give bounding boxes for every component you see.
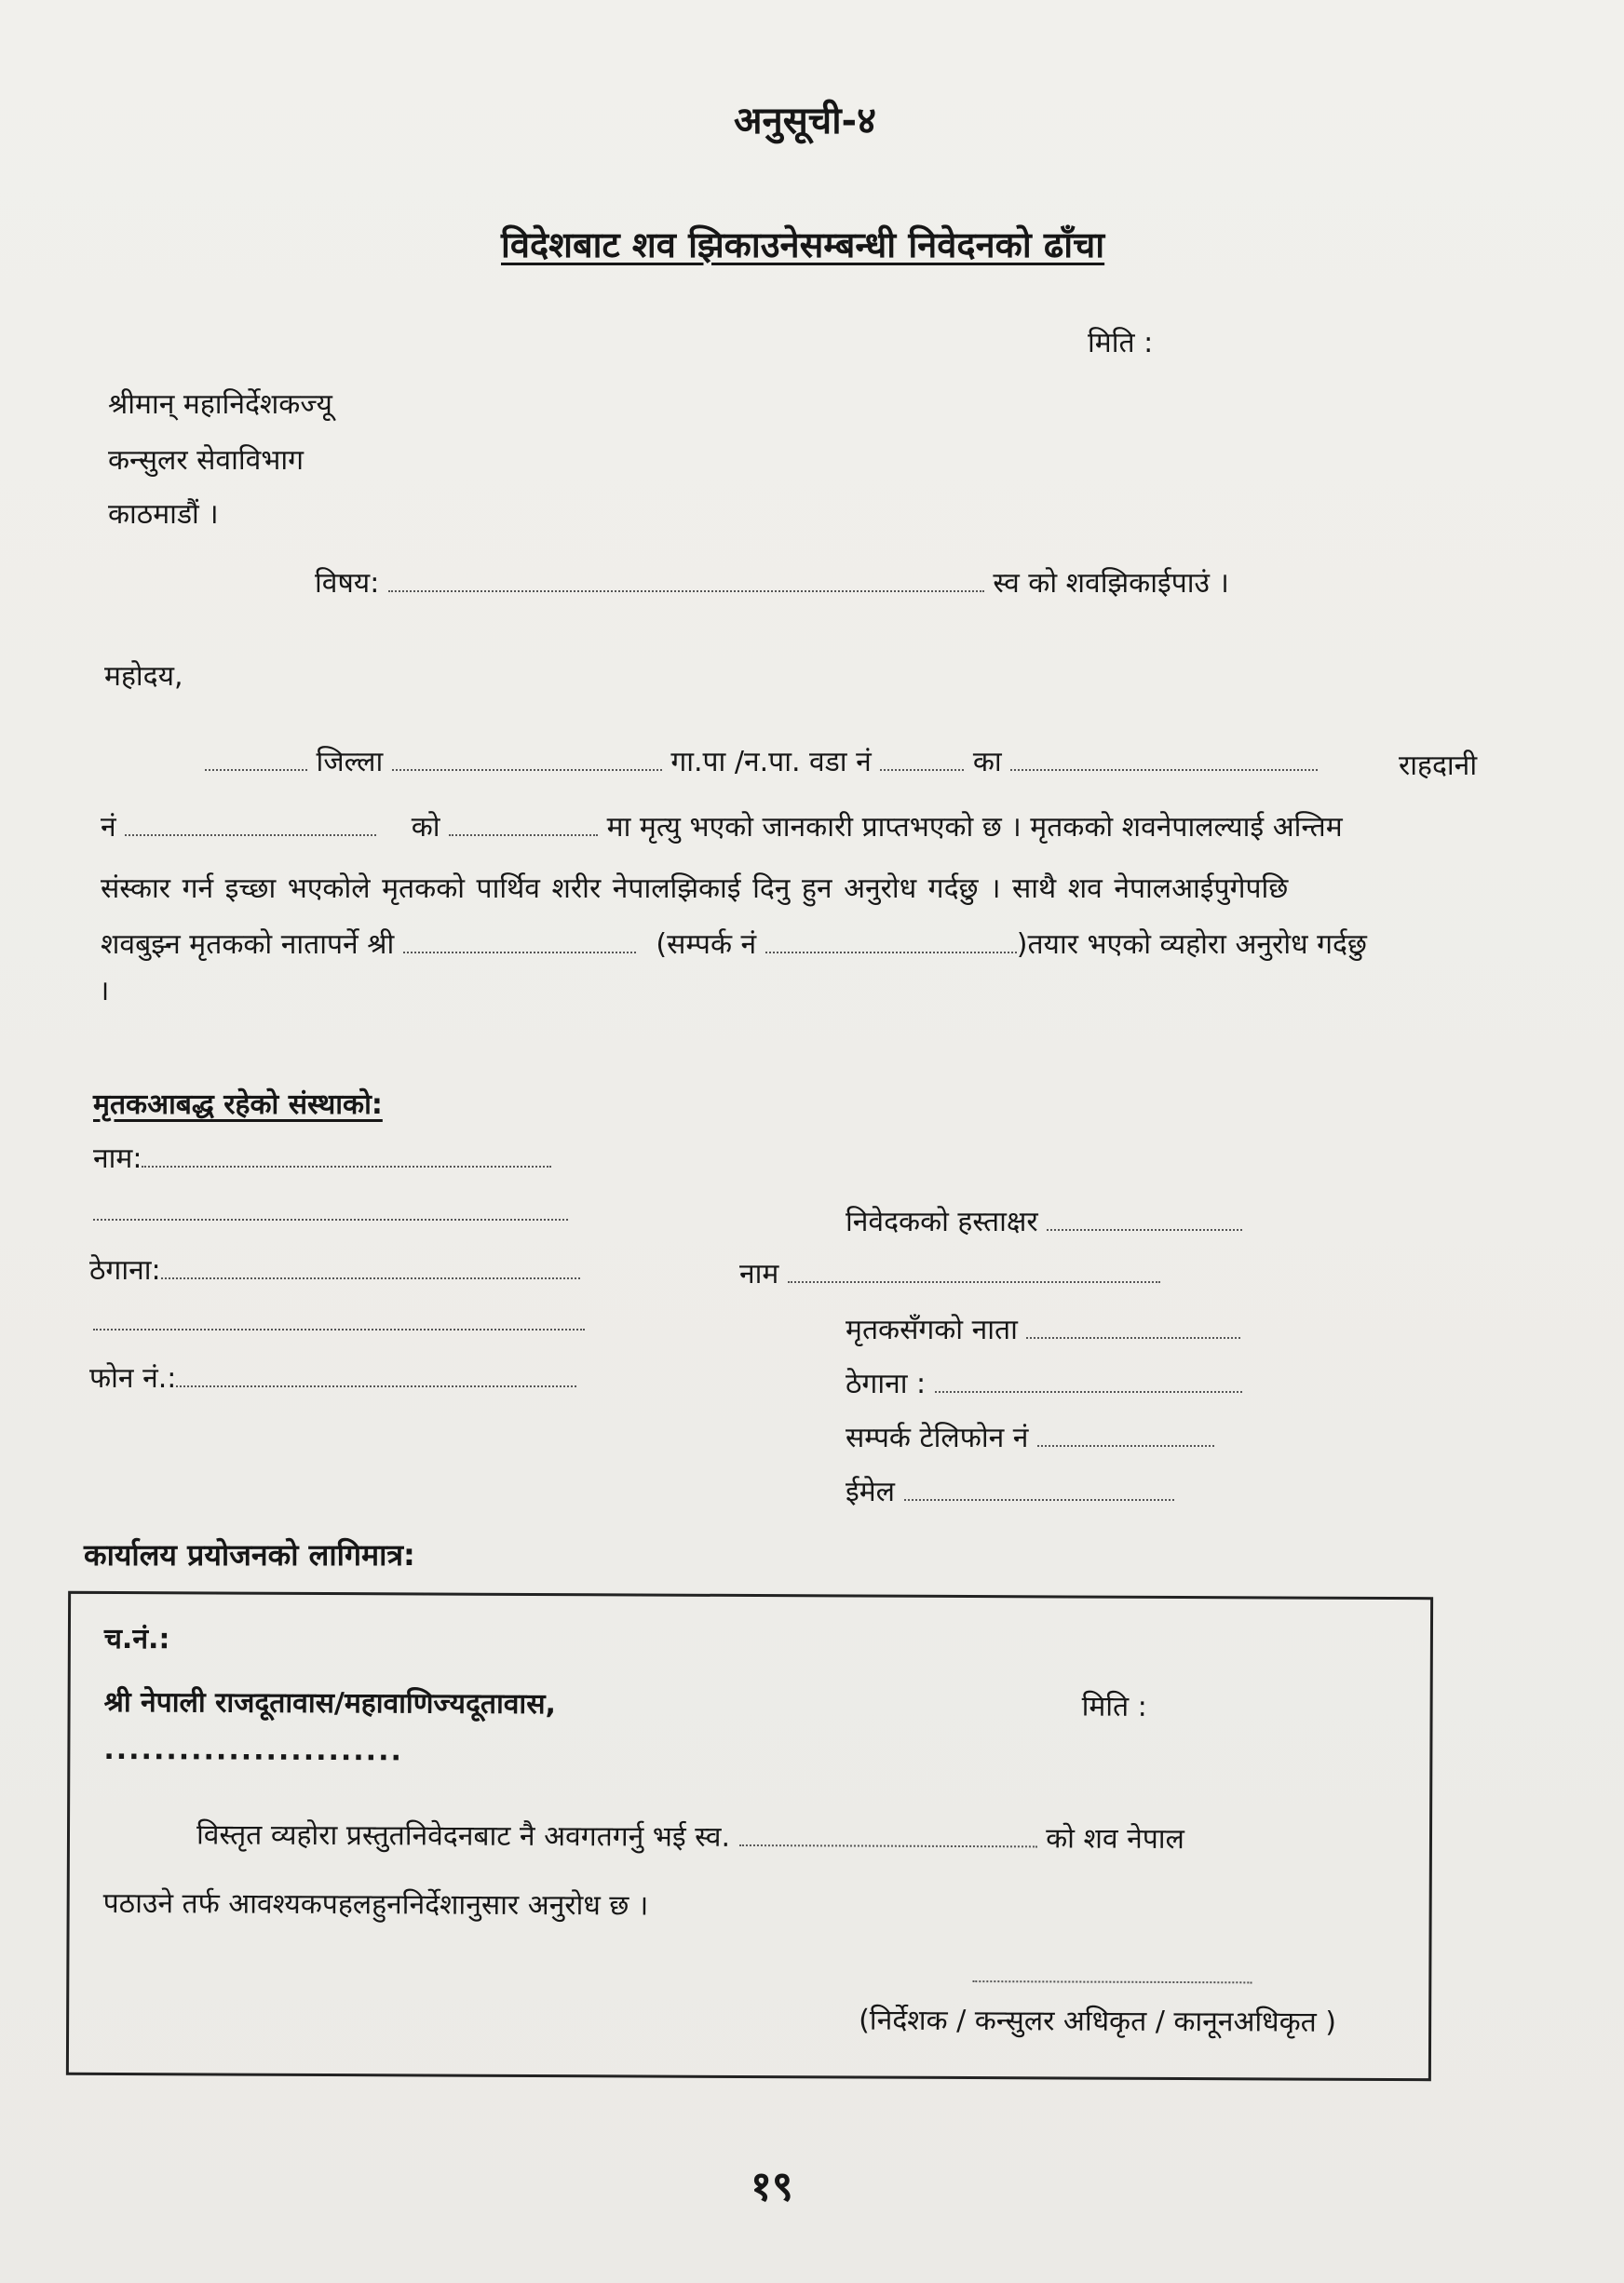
applicant-address	[846, 1363, 1242, 1401]
address-line-2: कन्सुलर सेवाविभाग	[108, 444, 304, 477]
applicant-name-label: नाम	[739, 1258, 779, 1290]
blank	[93, 1218, 568, 1221]
blank	[972, 1979, 1252, 1983]
passport-label: राहदानी	[1399, 750, 1478, 782]
blank	[392, 768, 662, 771]
para1-text: विस्तृत व्यहोरा प्रस्तुतनिवेदनबाट नै अवगतगर्नु भई स्व.	[196, 1818, 731, 1854]
ward-label: गा.पा /न.पा. वडा नं	[670, 746, 872, 778]
office-heading: कार्यालय प्रयोजनको लागिमात्र:	[84, 1537, 415, 1573]
applicant-relation	[846, 1309, 1240, 1347]
blank	[205, 768, 307, 771]
applicant-signature	[846, 1201, 1242, 1239]
applicant-email	[846, 1471, 1174, 1509]
office-para-2: पठाउने तर्फ आवश्यकपहलहुननिर्देशानुसार अनुरोध छ ।	[102, 1886, 649, 1923]
email-label: ईमेल	[846, 1476, 896, 1508]
institution-phone	[89, 1358, 576, 1396]
of-label-2: को	[411, 811, 440, 844]
office-use-box	[66, 1591, 1433, 2081]
body-line-2	[101, 806, 1343, 844]
body-line-1	[205, 741, 1318, 779]
no-label: नं	[101, 811, 116, 844]
blank	[161, 1277, 580, 1279]
body-end: ।	[99, 975, 110, 1007]
relation-label: मृतकसँगको नाता	[846, 1314, 1018, 1346]
subject-suffix: स्व को शवझिकाईपाउं ।	[993, 567, 1229, 600]
address-line-1: श्रीमान् महानिर्देशकज्यू	[108, 388, 332, 421]
blank	[788, 1280, 1160, 1283]
blank	[1037, 1444, 1214, 1447]
subject-label: विषय:	[315, 567, 380, 600]
of-label: का	[972, 746, 1002, 778]
institution-blank-2	[93, 1305, 585, 1338]
institution-address-label: ठेगाना:	[89, 1254, 161, 1287]
page-number: १९	[751, 2163, 793, 2210]
address-line-3: काठमाडौं ।	[108, 498, 219, 531]
blank	[403, 951, 636, 953]
para1-end: को शव नेपाल	[1046, 1822, 1184, 1857]
applicant-name	[739, 1253, 1160, 1291]
death-info-text: मा मृत्यु भएको जानकारी प्राप्तभएको छ । मृतकको शवनेपालल्याई अन्तिम	[606, 811, 1343, 844]
embassy-dots: ........................	[103, 1733, 403, 1768]
district-label: जिल्ला	[316, 746, 384, 778]
blank	[765, 951, 1017, 953]
office-date: मिति :	[1081, 1690, 1147, 1723]
blank	[935, 1390, 1242, 1393]
institution-heading: मृतकआबद्ध रहेको संस्थाको:	[93, 1088, 383, 1121]
contact-label: (सम्पर्क नं	[656, 928, 757, 961]
relative-text: शवबुझ्न मृतकको नातापर्ने श्री	[101, 928, 395, 961]
blank	[93, 1328, 585, 1331]
schedule-heading: अनुसूची-४	[734, 100, 876, 142]
blank	[449, 833, 598, 836]
office-para-1	[196, 1814, 1184, 1857]
embassy-line: श्री नेपाली राजदूतावास/महावाणिज्यदूतावास,	[103, 1685, 556, 1722]
body-line-3: संस्कार गर्न इच्छा भएकोले मृतकको पार्थिव शरीर नेपालझिकाई दिनु हुन अनुरोध गर्दछु । साथै शव नेपालआईपुगेपछि	[101, 872, 1289, 905]
blank	[1047, 1228, 1242, 1231]
reference-number: च.नं.:	[103, 1622, 170, 1656]
body-line-4	[101, 924, 1367, 962]
blank	[739, 1844, 1037, 1847]
date-label: मिति :	[1088, 327, 1154, 359]
signature-label: निवेदकको हस्ताक्षर	[846, 1206, 1038, 1238]
institution-name	[93, 1138, 551, 1176]
institution-address	[89, 1250, 580, 1288]
subject-line	[315, 562, 1229, 601]
blank	[176, 1385, 576, 1387]
blank	[142, 1165, 551, 1168]
institution-blank-1	[93, 1196, 568, 1228]
signature-blank	[972, 1957, 1252, 1991]
salutation: महोदय,	[104, 660, 183, 693]
form-title: विदेशबाट शव झिकाउनेसम्बन्धी निवेदनको ढाँचा	[501, 224, 1105, 265]
blank	[1026, 1336, 1240, 1339]
applicant-address-label: ठेगाना :	[846, 1368, 927, 1400]
institution-phone-label: फोन नं.:	[89, 1362, 177, 1395]
ready-text: )तयार भएको व्यहोरा अनुरोध गर्दछु	[1016, 928, 1367, 961]
applicant-phone	[846, 1417, 1214, 1455]
blank	[125, 833, 376, 836]
institution-name-label: नाम:	[93, 1142, 142, 1175]
officer-signature: (निर्देशक / कन्सुलर अधिकृत / कानूनअधिकृत )	[859, 2004, 1337, 2039]
blank	[880, 768, 964, 771]
blank	[1010, 768, 1318, 771]
applicant-phone-label: सम्पर्क टेलिफोन नं	[846, 1422, 1029, 1454]
subject-blank	[388, 589, 984, 592]
blank	[904, 1498, 1174, 1501]
